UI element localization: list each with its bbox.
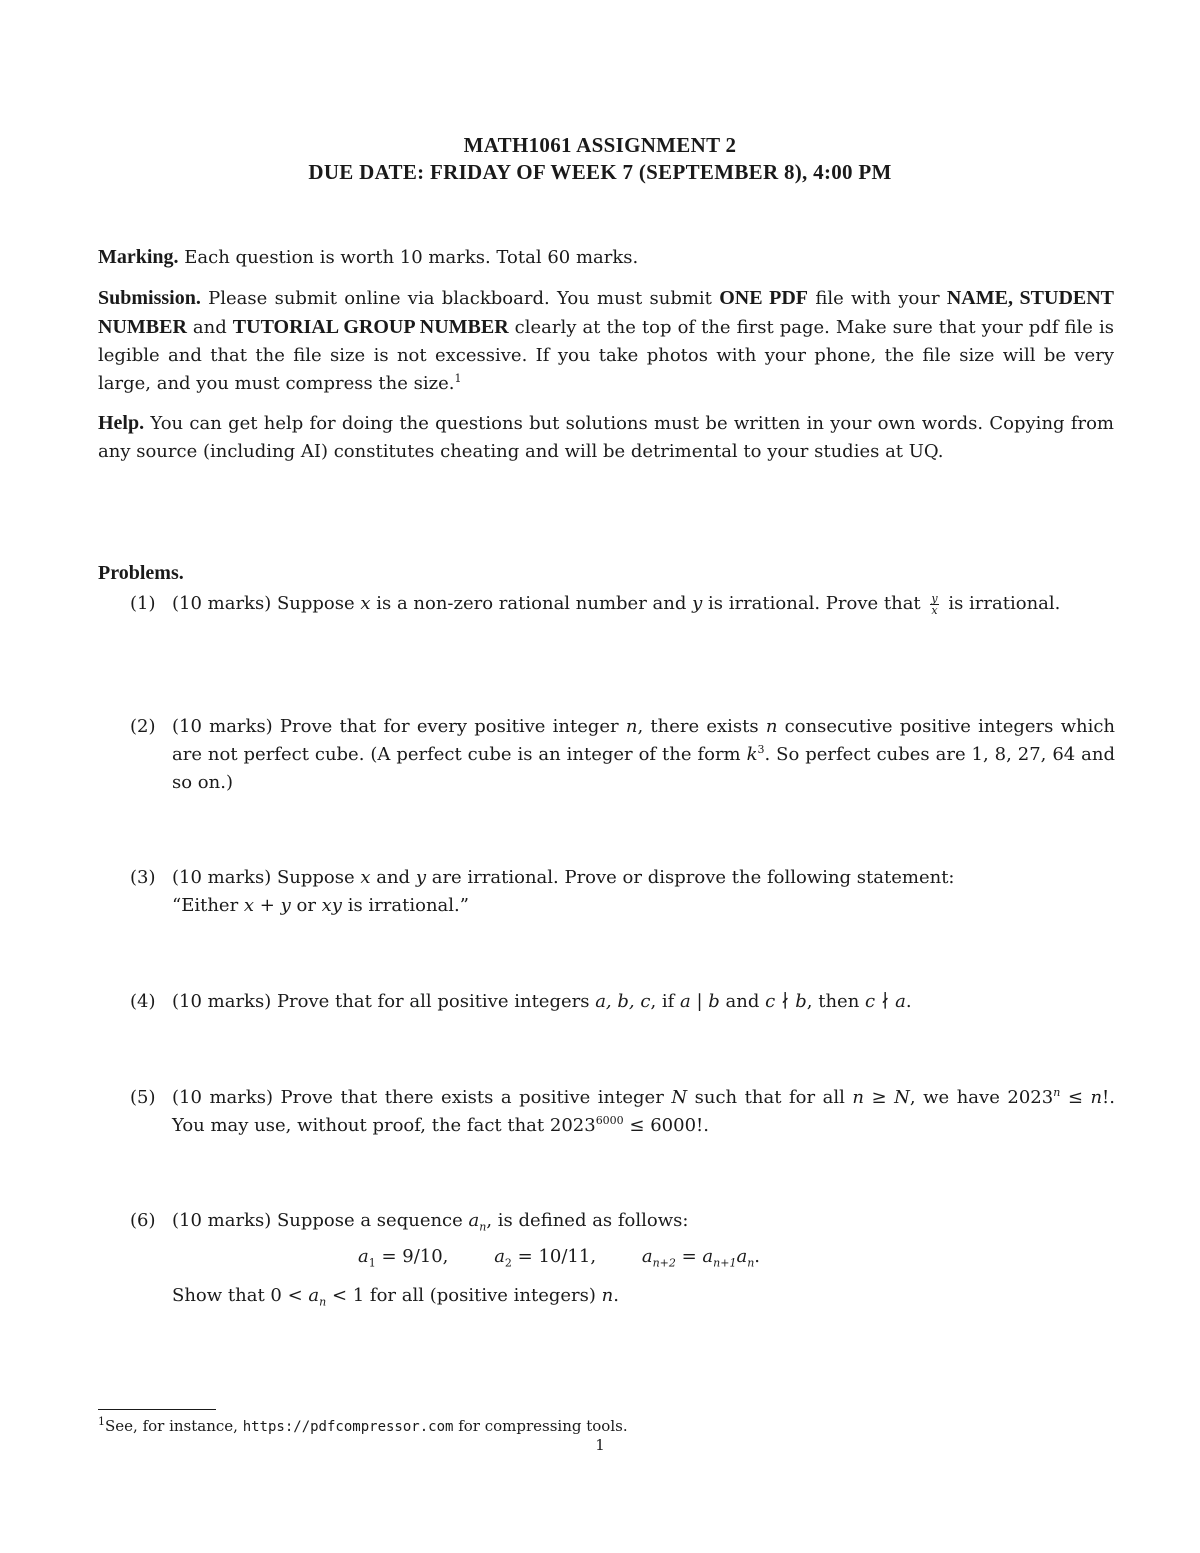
math-number: 2023 [1007,1087,1054,1108]
problem-text: , is defined as follows: [486,1210,689,1231]
problem-text: , we have [909,1087,1008,1108]
subscript: n [747,1256,755,1270]
footnote [98,1415,628,1438]
problem-body [172,864,1115,920]
problem-6 [130,1207,1115,1235]
subscript: 2 [504,1256,512,1270]
problem-text: (10 marks) Suppose [172,593,361,614]
problem-text: ≤ 6000!. [623,1115,709,1136]
math-var: N [671,1087,688,1108]
problem-text: (10 marks) Prove that there exists a positive integer [172,1087,672,1108]
math-expression: = a [675,1246,714,1267]
problem-text: such that for all [687,1087,853,1108]
math-expression: a | b [680,991,720,1012]
document-title: MATH1061 ASSIGNMENT 2 [463,133,737,157]
tutorial-group-emphasis: TUTORIAL GROUP NUMBER [232,316,509,338]
problem-text: , there exists [637,716,766,737]
math-var: a [641,1246,653,1267]
problem-text: !. You may use, without proof, the fact that [172,1087,1115,1136]
problem-number: (1) [130,593,156,614]
subscript: n+2 [652,1256,676,1270]
submission-text: Please submit online via blackboard. You must submit [200,288,720,309]
math-expression: c ∤ a [865,991,906,1012]
problem-number: (3) [130,867,156,888]
problem-text: or [290,895,322,916]
one-pdf-emphasis: ONE PDF [719,287,809,309]
problem-text: and [719,991,766,1012]
page-number: 1 [595,1436,605,1454]
problem-1 [130,590,1115,618]
footnote-link[interactable]: https://pdfcompressor.com [242,1419,454,1435]
problem-text: Show that 0 < [172,1285,309,1306]
problem-text: “Either [172,895,244,916]
marking-text: Each question is worth 10 marks. Total 60 marks. [178,247,639,268]
exponent: n [1053,1086,1061,1099]
help-paragraph [98,409,1114,466]
math-var: n [601,1285,614,1306]
problem-line [172,864,1115,892]
fraction-numerator: y [931,591,938,605]
name-student-number-emphasis: NAME, STUDENT NUMBER [98,287,1115,338]
problem-6-conclusion [130,1282,1115,1310]
math-var: k [746,744,758,765]
submission-text: file with your [808,288,947,309]
problem-3 [130,864,1115,920]
quoted-statement [172,892,1115,920]
problem-body [172,713,1115,797]
math-expression: a, b, c [595,991,651,1012]
math-var: a [358,1246,369,1267]
footnote-text: See, for instance, [105,1417,243,1435]
problem-text: < 1 for all (positive integers) [326,1285,602,1306]
math-var: a [308,1285,320,1306]
problem-text: , if [650,991,681,1012]
math-expression: n ≥ N [852,1087,910,1108]
math-number: 2023 [549,1115,596,1136]
problem-text: (10 marks) Suppose [172,867,361,888]
problem-text: (10 marks) Prove that for every positive integer [172,716,626,737]
help-text: You can get help for doing the questions but solutions must be written in your own words. Copying from any source (including AI) constitutes cheating and will be detrimental to your studies at UQ. [98,413,1114,462]
problem-text: . So perfect cubes are 1, 8, 27, 64 and so on.) [172,744,1116,793]
problem-text: and [370,867,416,888]
problem-text: (10 marks) Prove that for all positive integers [172,991,596,1012]
problem-text: are irrational. Prove or disprove the following statement: [425,867,955,888]
problem-5 [130,1084,1115,1140]
problem-text: . [905,991,912,1012]
submission-text: clearly at the top of the first page. Make sure that your pdf file is legible and that the file size is not excessive. If you take photos with your phone, the file size will be very large, and you must compress the size. [98,317,1114,394]
math-expression: = 9/10, [375,1246,449,1267]
math-expression: x + y [243,895,291,916]
math-expression: c ∤ b [765,991,807,1012]
footnote-number: 1 [98,1415,105,1428]
marking-label: Marking. [98,246,179,268]
math-var: a [468,1210,480,1231]
subscript: n [479,1220,487,1234]
submission-paragraph [98,284,1114,398]
problem-text: is a non-zero rational number and [370,593,693,614]
problem-number: (5) [130,1087,156,1108]
math-expression: = 10/11, [511,1246,597,1267]
due-date-line: DUE DATE: FRIDAY OF WEEK 7 (SEPTEMBER 8), 4:00 PM [308,160,892,184]
math-var: x [360,867,371,888]
problem-2 [130,713,1115,797]
math-var: x [360,593,371,614]
problem-text: . [613,1285,619,1306]
math-var: a [494,1246,505,1267]
problem-number: (2) [130,716,156,737]
problem-text: consecutive positive integers which are not perfect cube. (A perfect cube is an integer of the form [172,716,1116,765]
math-var: n [1090,1087,1103,1108]
footnote-rule [98,1409,216,1410]
submission-label: Submission. [98,287,201,309]
footnote-text: for compressing tools. [453,1417,628,1435]
problem-body [172,988,1115,1016]
math-symbol: ≤ [1060,1087,1091,1108]
problem-body [172,590,1115,618]
math-var: a [736,1246,748,1267]
problem-body [172,1084,1115,1140]
marking-paragraph [98,243,1114,272]
math-expression: xy [321,895,342,916]
footnote-marker: 1 [454,372,462,385]
math-var: n [765,716,778,737]
problem-text: (10 marks) Suppose a sequence [172,1210,469,1231]
sequence-definition-equation [358,1246,761,1270]
math-var: y [692,593,703,614]
problem-text: is irrational. Prove that [702,593,927,614]
fraction-denominator: x [931,603,938,617]
subscript: n [319,1295,327,1309]
problem-text: is irrational. [942,593,1061,614]
problem-number: (4) [130,991,156,1012]
problem-body [172,1207,1115,1235]
problems-heading [98,559,1114,588]
math-symbol: . [754,1246,761,1267]
fraction-y-over-x [930,593,938,616]
submission-text: and [186,317,233,338]
exponent: 6000 [595,1114,624,1127]
subscript: 1 [368,1256,376,1270]
problems-heading-text: Problems. [98,562,184,584]
subscript: n+1 [713,1256,737,1270]
problem-number: (6) [130,1210,156,1231]
problem-text: is irrational.” [341,895,469,916]
exponent: 3 [757,743,765,756]
problem-body [172,1282,1115,1310]
help-label: Help. [98,412,145,434]
math-var: y [415,867,426,888]
problem-text: , then [806,991,866,1012]
problem-4 [130,988,1115,1016]
math-var: n [625,716,638,737]
